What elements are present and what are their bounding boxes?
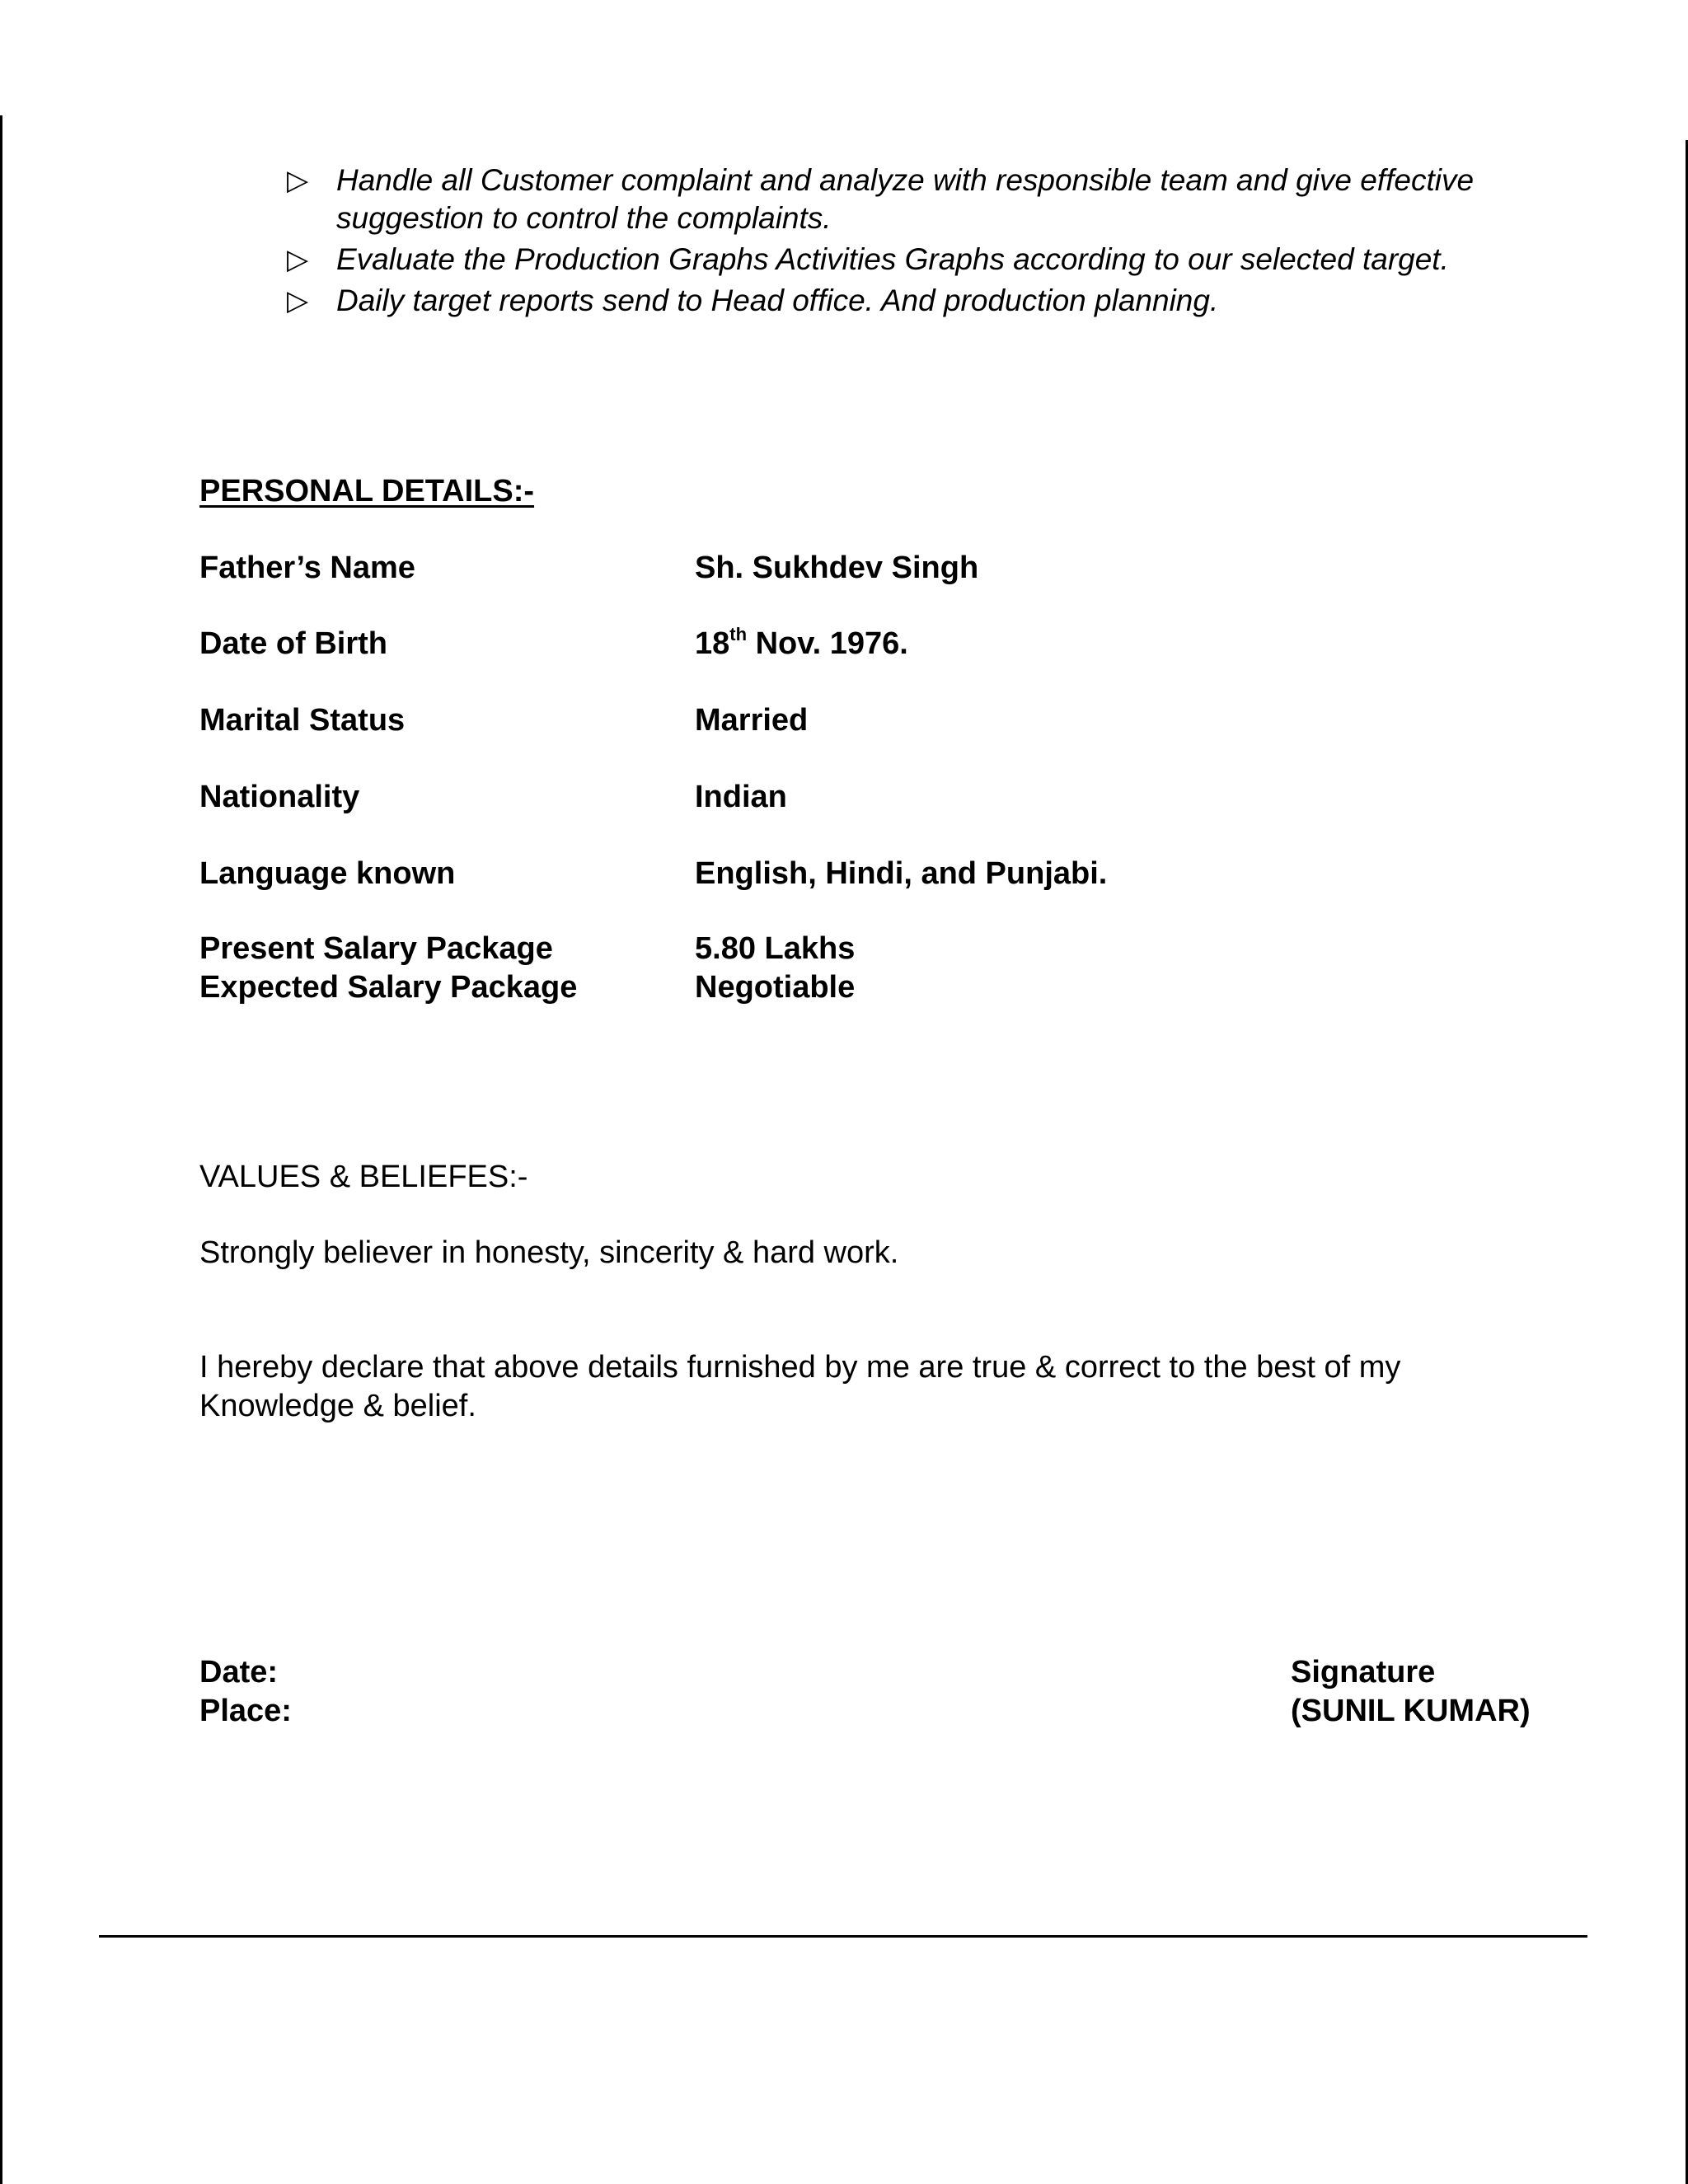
dob-month-year: Nov. 1976. bbox=[747, 626, 908, 661]
language-value: English, Hindi, and Punjabi. bbox=[695, 856, 1108, 891]
present-salary-label: Present Salary Package bbox=[199, 931, 553, 966]
list-item-text: Daily target reports send to Head office. And production planning. bbox=[336, 284, 1219, 317]
marital-status-value: Married bbox=[695, 703, 809, 738]
page-border-left bbox=[0, 115, 2, 2184]
bottom-divider bbox=[99, 1935, 1587, 1938]
list-item bbox=[287, 162, 1573, 237]
marital-status-label: Marital Status bbox=[199, 703, 406, 738]
nationality-value: Indian bbox=[695, 780, 787, 814]
present-salary-value: 5.80 Lakhs bbox=[695, 931, 856, 966]
expected-salary-label: Expected Salary Package bbox=[199, 970, 578, 1005]
triangle-bullet-icon: ▷ bbox=[287, 165, 309, 196]
list-item-text: Handle all Customer complaint and analyze with responsible team and give effective suggestion to control the complaints. bbox=[336, 163, 1475, 235]
dob-value bbox=[695, 625, 908, 663]
triangle-bullet-icon: ▷ bbox=[287, 244, 309, 275]
dob-label: Date of Birth bbox=[199, 626, 387, 661]
fathers-name-label: Father’s Name bbox=[199, 551, 415, 585]
signature-label: Signature bbox=[1291, 1655, 1436, 1690]
triangle-bullet-icon: ▷ bbox=[287, 285, 309, 316]
list-item bbox=[287, 241, 1573, 279]
list-item-text: Evaluate the Production Graphs Activities Graphs according to our selected target. bbox=[336, 242, 1449, 276]
dob-day: 18 bbox=[695, 626, 730, 661]
place-label: Place: bbox=[199, 1694, 292, 1728]
signatory-name: (SUNIL KUMAR) bbox=[1291, 1694, 1531, 1728]
dob-ordinal-suffix: th bbox=[729, 624, 748, 644]
language-label: Language known bbox=[199, 856, 456, 891]
declaration-text: I hereby declare that above details furnished by me are true & correct to the best of my Knowledge & belief. bbox=[199, 1350, 1401, 1423]
responsibility-list bbox=[287, 162, 1573, 323]
values-statement: Strongly believer in honesty, sincerity & hard work. bbox=[199, 1235, 899, 1270]
list-item bbox=[287, 282, 1573, 320]
expected-salary-value: Negotiable bbox=[695, 970, 856, 1005]
fathers-name-value: Sh. Sukhdev Singh bbox=[695, 551, 979, 585]
date-label: Date: bbox=[199, 1655, 279, 1690]
values-heading: VALUES & BELIEFES:- bbox=[199, 1160, 528, 1194]
nationality-label: Nationality bbox=[199, 780, 360, 814]
personal-details-heading: PERSONAL DETAILS:- bbox=[199, 474, 535, 509]
